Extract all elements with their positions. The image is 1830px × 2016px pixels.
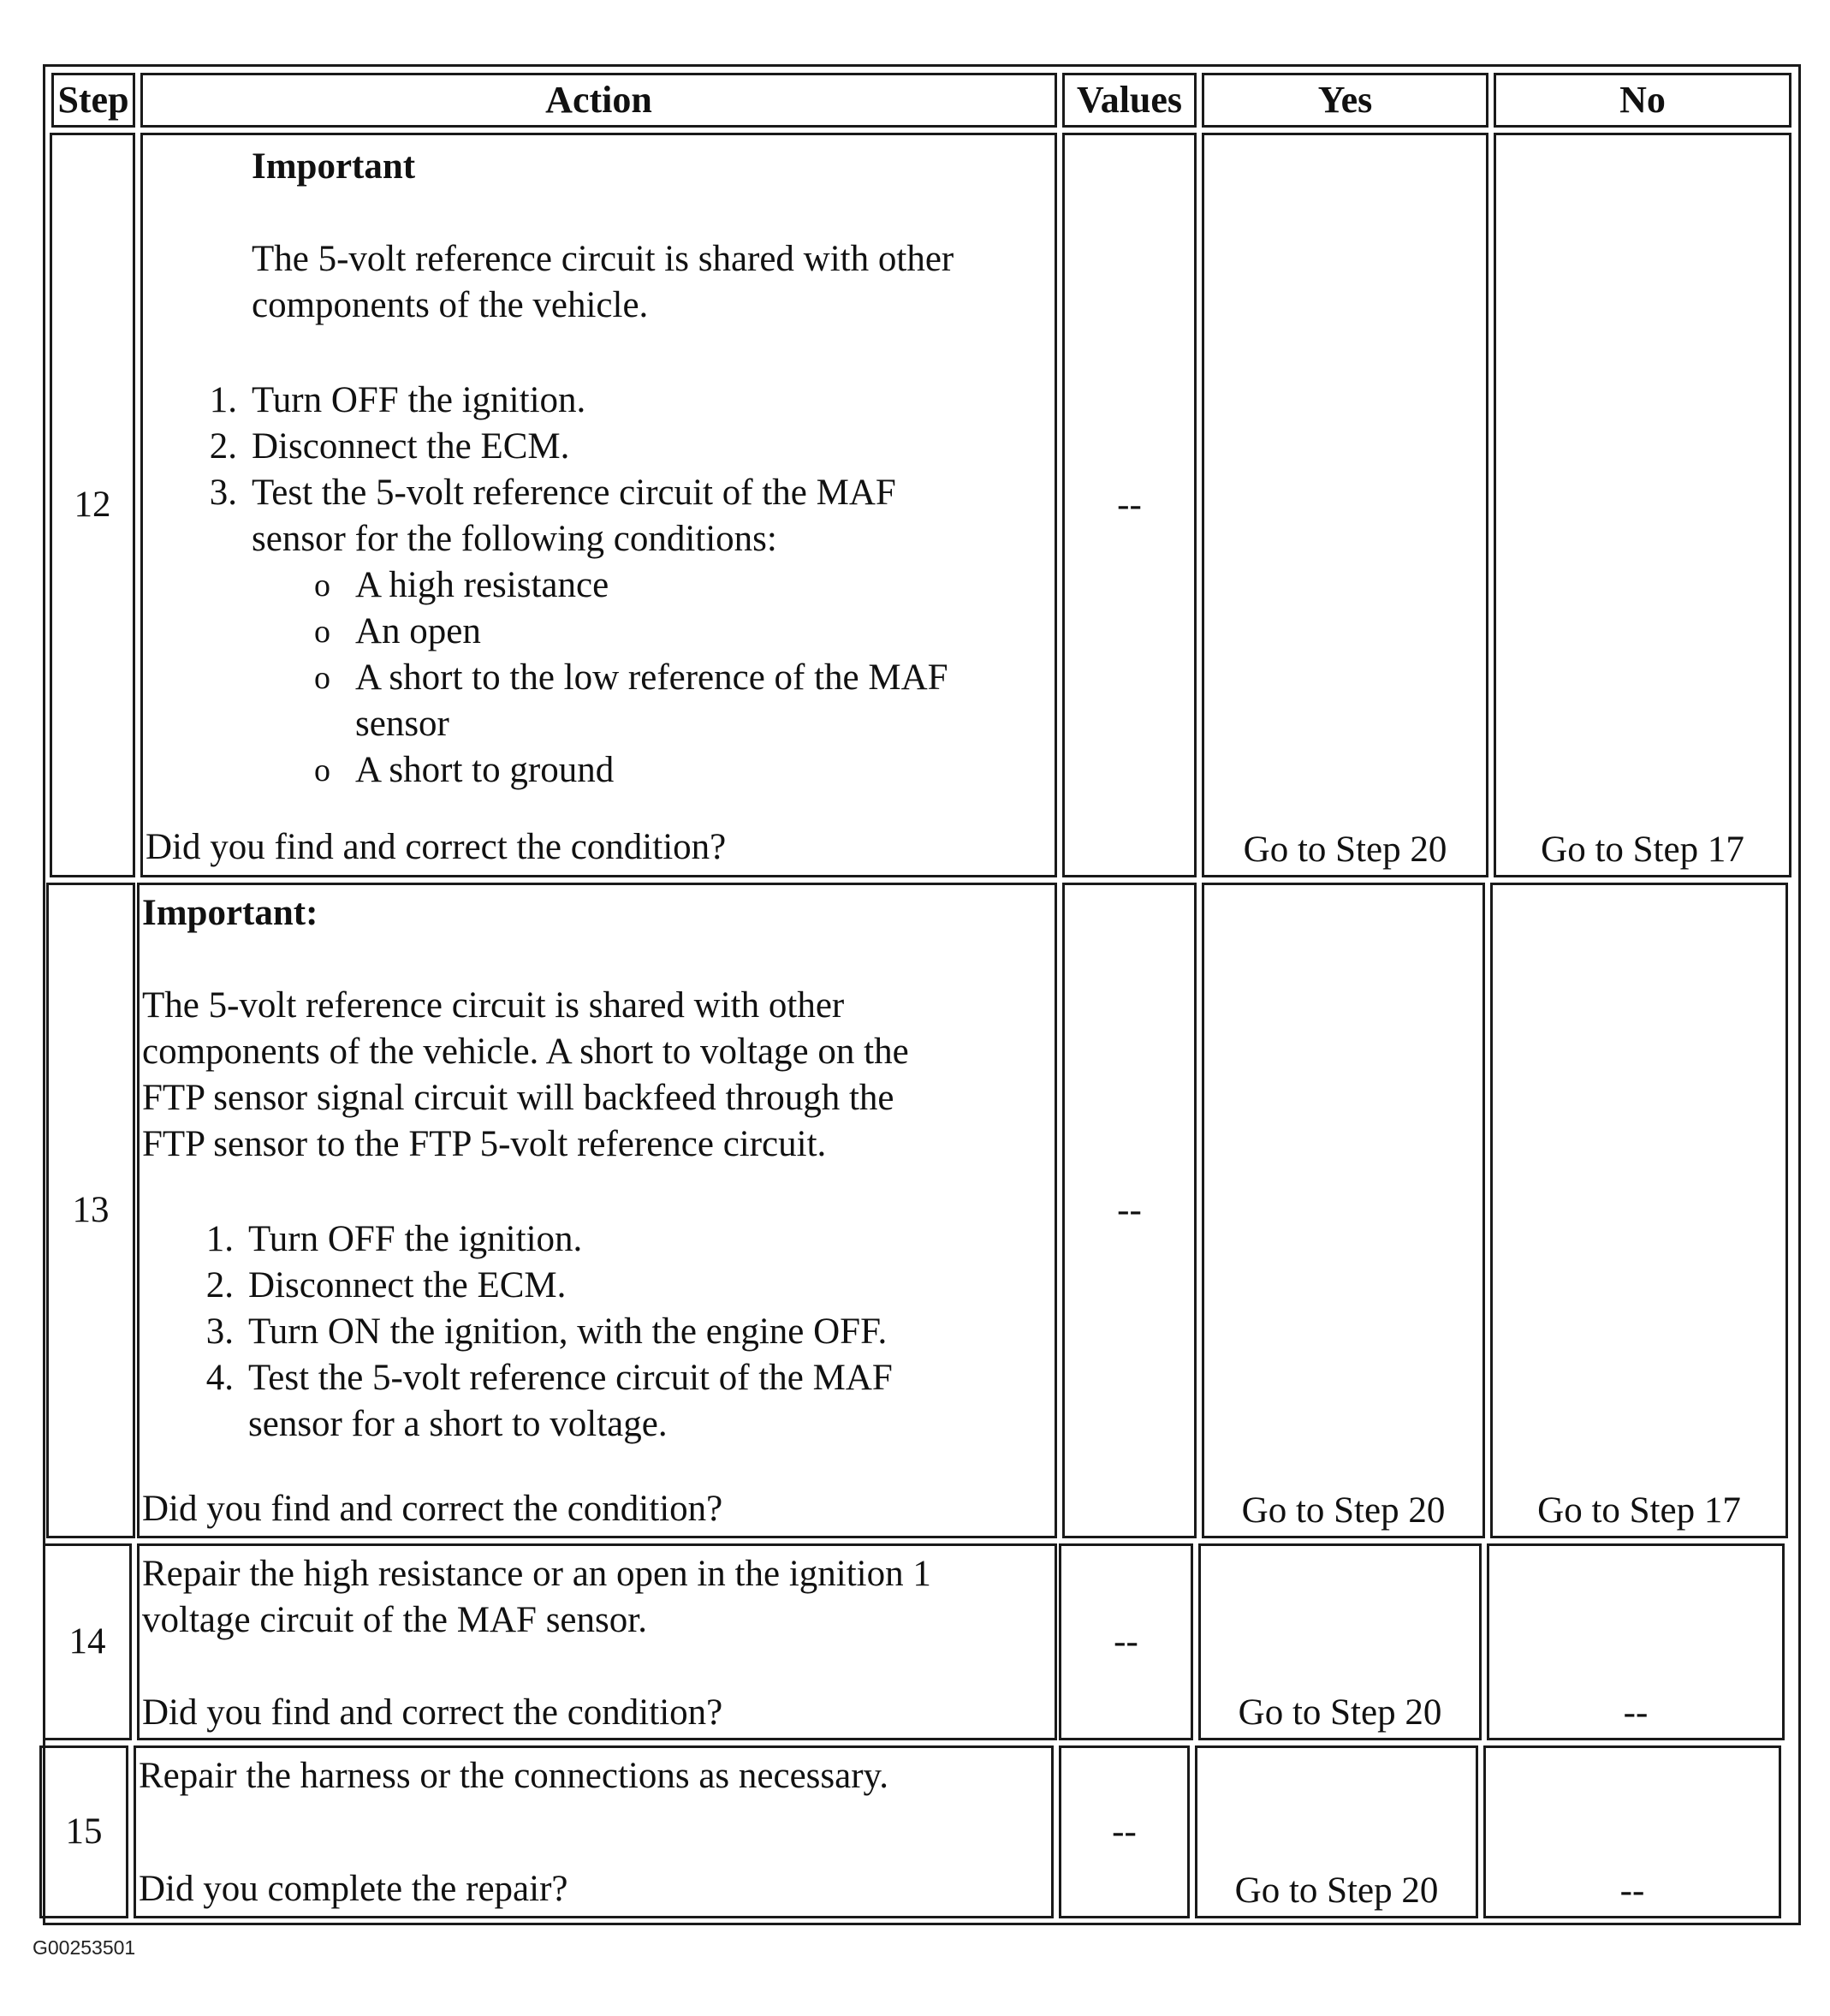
header-values: Values (1062, 73, 1197, 128)
step-text: Disconnect the ECM. (252, 426, 570, 467)
step-number: 2. (205, 1265, 234, 1305)
row-14-action (137, 1543, 1057, 1740)
row-12-step: 12 (50, 133, 135, 877)
important-text: The 5-volt reference circuit is shared with other (252, 239, 954, 279)
bullet-marker: o (314, 660, 330, 696)
figure-code: G00253501 (33, 1936, 136, 1959)
step-number: 1. (205, 1219, 234, 1259)
important-heading: Important: (142, 893, 318, 933)
question-text: Did you find and correct the condition? (142, 1692, 723, 1733)
step-number: 1. (209, 380, 237, 420)
header-yes: Yes (1202, 73, 1488, 128)
action-text: Repair the harness or the connections as necessary. (139, 1756, 888, 1796)
important-heading: Important (252, 146, 416, 187)
row-12-no: Go to Step 17 (1494, 133, 1791, 877)
step-text: Turn OFF the ignition. (248, 1219, 583, 1259)
row-15-action (134, 1745, 1054, 1918)
header-action: Action (140, 73, 1057, 128)
row-14-yes: Go to Step 20 (1198, 1543, 1482, 1740)
row-12-action (140, 133, 1057, 877)
action-text: Repair the high resistance or an open in the ignition 1 (142, 1554, 931, 1594)
step-text: sensor for a short to voltage. (248, 1404, 668, 1444)
important-text: The 5-volt reference circuit is shared with other (142, 985, 845, 1026)
condition-item: A short to the low reference of the MAF (355, 657, 948, 698)
important-text: FTP sensor to the FTP 5-volt reference circuit. (142, 1124, 827, 1164)
row-13-yes: Go to Step 20 (1202, 883, 1485, 1538)
step-text: Disconnect the ECM. (248, 1265, 567, 1305)
row-12-yes: Go to Step 20 (1202, 133, 1488, 877)
header-no: No (1494, 73, 1791, 128)
row-13-values: -- (1062, 883, 1197, 1538)
step-text: Turn ON the ignition, with the engine OFF. (248, 1311, 888, 1352)
condition-item: A short to ground (355, 750, 615, 790)
row-15-yes: Go to Step 20 (1195, 1745, 1478, 1918)
question-text: Did you complete the repair? (139, 1869, 568, 1909)
question-text: Did you find and correct the condition? (142, 1489, 723, 1529)
step-text: Test the 5-volt reference circuit of the MAF (248, 1358, 893, 1398)
important-text: components of the vehicle. (252, 285, 649, 325)
step-number: 4. (205, 1358, 234, 1398)
row-15-step: 15 (39, 1745, 128, 1918)
condition-item: sensor (355, 704, 449, 744)
bullet-marker: o (314, 568, 330, 604)
condition-item: An open (355, 611, 481, 651)
important-text: components of the vehicle. A short to voltage on the (142, 1032, 909, 1072)
action-text: voltage circuit of the MAF sensor. (142, 1600, 647, 1640)
step-number: 2. (209, 426, 237, 467)
row-14-step: 14 (43, 1543, 132, 1740)
row-12-values: -- (1062, 133, 1197, 877)
row-14-values: -- (1059, 1543, 1193, 1740)
step-text: sensor for the following conditions: (252, 519, 777, 559)
question-text: Did you find and correct the condition? (146, 827, 727, 867)
row-15-values: -- (1059, 1745, 1190, 1918)
bullet-marker: o (314, 614, 330, 650)
row-13-no: Go to Step 17 (1490, 883, 1788, 1538)
important-text: FTP sensor signal circuit will backfeed through the (142, 1078, 894, 1118)
condition-item: A high resistance (355, 565, 609, 605)
row-13-step: 13 (46, 883, 135, 1538)
row-14-no: -- (1487, 1543, 1785, 1740)
row-13-action (137, 883, 1057, 1538)
step-text: Test the 5-volt reference circuit of the MAF (252, 473, 896, 513)
step-text: Turn OFF the ignition. (252, 380, 586, 420)
step-number: 3. (209, 473, 237, 513)
header-step: Step (51, 73, 135, 128)
step-number: 3. (205, 1311, 234, 1352)
row-15-no: -- (1483, 1745, 1781, 1918)
bullet-marker: o (314, 752, 330, 788)
